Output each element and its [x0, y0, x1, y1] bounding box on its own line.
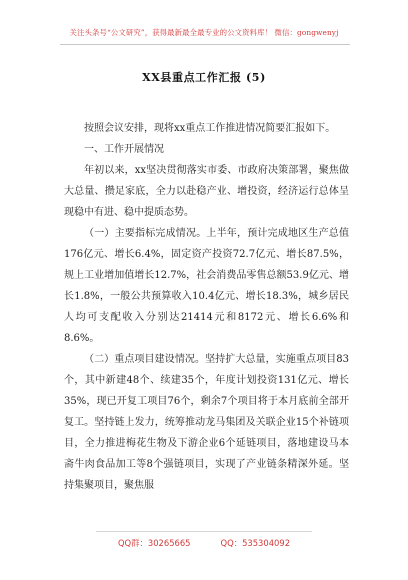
footer-qq: QQ：535304092: [220, 538, 291, 548]
overview-paragraph: 年初以来，xx坚决贯彻落实市委、市政府决策部署，聚焦做大总量、攒足家底，全力以赴稳产业、增投资，经济运行总体呈现稳中有进、稳中提质态势。: [64, 165, 349, 218]
header-promo-note: 关注头条号“公文研究”，获得最新最全最专业的公文资料库！ 微信：gongwenyj: [69, 28, 339, 37]
section-heading: 一、工作开展情况: [84, 144, 164, 155]
footer-contact: [0, 537, 408, 549]
document-body: [64, 118, 349, 496]
intro-paragraph: 按照会议安排，现将xx重点工作推进情况简要汇报如下。: [84, 123, 336, 134]
projects-paragraph: （二）重点项目建设情况。坚持扩大总量，实施重点项目83个，其中新建48个、续建35个，年度计划投资131亿元、增长35%，现已开复工项目76个，剩余7个项目将于本月底前全部开复工。坚持链上发力，统筹推动龙马集团及关联企业15个补链项目，全力推进梅花生物及下游企业6个延链项目，落地建设马本斋牛肉食品加工等8个强链项目，实现了产业链条精深外延。坚持集聚项目，聚焦服: [64, 354, 349, 491]
footer-divider: [96, 531, 312, 532]
document-title: XX县重点工作汇报 (5): [142, 71, 266, 84]
indicators-paragraph: （一）主要指标完成情况。上半年，预计完成地区生产总值176亿元、增长6.4%，固定资产投资72.7亿元、增长87.5%，规上工业增加值增长12.7%，社会消费品零售总额53.9亿元、增长1.8%，一般公共预算收入10.4亿元、增长18.3%，城乡居民人均可支配收入分别达21414元和8172元、增长6.6%和8.6%。: [64, 228, 349, 344]
header-divider: [60, 44, 350, 45]
footer-qq-group: QQ群：30265665: [117, 538, 191, 548]
